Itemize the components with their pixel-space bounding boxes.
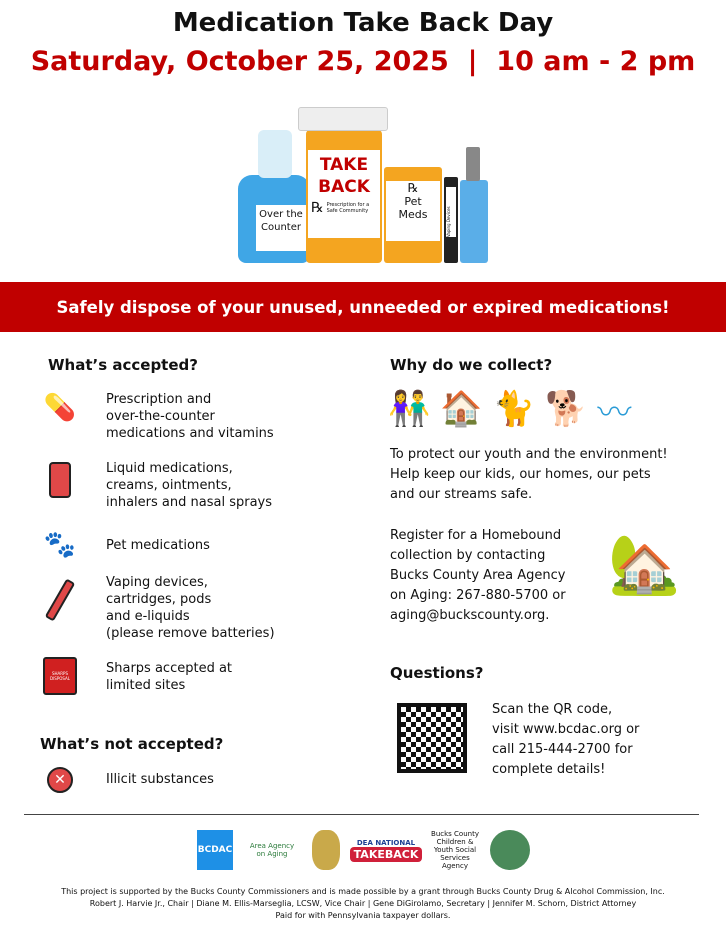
divider: [24, 814, 699, 815]
not-accepted-item: Illicit substances: [106, 772, 214, 787]
water-icon: 〰: [597, 392, 632, 433]
qr-code[interactable]: [397, 703, 467, 773]
children-youth-logo: Bucks County Children & Youth Social Services Agency: [431, 830, 479, 870]
otc-cap: [258, 130, 292, 178]
takeback-text: TAKEBACK: [350, 847, 423, 862]
footer-line: Robert J. Harvie Jr., Chair | Diane M. Ellis-Marseglia, LCSW, Vice Chair | Gene DiGirolamo, Secretary | Jennifer M. Schorn, District Attorney: [89, 899, 637, 908]
otc-label: Over the Counter: [256, 205, 306, 251]
why-text: To protect our youth and the environment! Help keep our kids, our homes, our pets and our streams safe.: [390, 447, 668, 502]
dea-takeback-logo: [353, 830, 419, 870]
page-title: Medication Take Back Day: [172, 8, 554, 38]
accepted-item: Prescription and over-the-counter medications and vitamins: [106, 392, 274, 441]
take-back-text: TAKE BACK: [318, 155, 370, 197]
why-icons: [388, 382, 678, 436]
house-in-hand-icon: 🏡: [608, 530, 681, 598]
dea-text: DEA NATIONAL: [356, 838, 416, 847]
bcdac-logo: BCDAC: [197, 830, 233, 870]
homebound-text: Register for a Homebound collection by contacting Bucks County Area Agency on Aging: 267-880-5700 or aging@buckscounty.org.: [390, 528, 566, 623]
x-circle-icon: ✕: [40, 760, 80, 800]
accepted-item: Vaping devices, cartridges, pods and e-liquids (please remove batteries): [106, 575, 275, 641]
accepted-item: Sharps accepted at limited sites: [106, 661, 233, 693]
banner: Safely dispose of your unused, unneeded or expired medications!: [0, 282, 726, 332]
questions-heading: Questions?: [390, 664, 484, 682]
kids-icon: 👫: [388, 389, 431, 429]
area-agency-logo: Area Agency on Aging: [249, 842, 295, 858]
dog-icon: 🐕: [545, 389, 588, 429]
event-date: Saturday, October 25, 2025 | 10 am - 2 pm: [30, 46, 696, 77]
footer-line: Paid for with Pennsylvania taxpayer dollars.: [275, 911, 451, 920]
pills-icon: 💊: [43, 393, 77, 423]
pet-label: [386, 181, 440, 241]
paw-icon: 🐾: [43, 530, 77, 560]
vaping-text: Vaping Devices: [446, 187, 456, 237]
sharps-label: SHARPS DISPOSAL: [43, 657, 77, 695]
take-back-label: [308, 150, 380, 238]
cat-icon: 🐈: [492, 389, 536, 429]
accepted-item: Liquid medications, creams, ointments, inhalers and nasal sprays: [106, 461, 272, 510]
rx-icon: ℞: [311, 200, 324, 216]
vape-tank: [466, 147, 480, 181]
pet-text: Pet Meds: [398, 195, 428, 221]
footer-line: This project is supported by the Bucks County Commissioners and is made possible by a grant through Bucks County Drug & Alcohol Commission, Inc.: [61, 887, 665, 896]
accepted-heading: What’s accepted?: [48, 356, 198, 374]
accepted-item: Pet medications: [106, 538, 210, 553]
liquid-bottle-icon: [40, 460, 80, 500]
prescription-text: Prescription for a Safe Community: [326, 202, 370, 214]
hero-illustration: [236, 105, 496, 265]
rx-icon: ℞: [407, 181, 419, 195]
take-back-cap: [298, 107, 388, 131]
vape-mod: [460, 180, 488, 263]
county-map-logo: [490, 830, 530, 870]
house-icon: 🏠: [440, 389, 483, 429]
sharps-container-icon: [40, 656, 80, 696]
questions-text: Scan the QR code, visit www.bcdac.org or call 215-444-2700 for complete details!: [492, 702, 640, 777]
police-badge-logo: [312, 830, 340, 870]
why-heading: Why do we collect?: [390, 356, 553, 374]
vape-pen: [444, 177, 458, 263]
not-accepted-heading: What’s not accepted?: [40, 735, 224, 753]
vape-icon: [40, 580, 80, 620]
